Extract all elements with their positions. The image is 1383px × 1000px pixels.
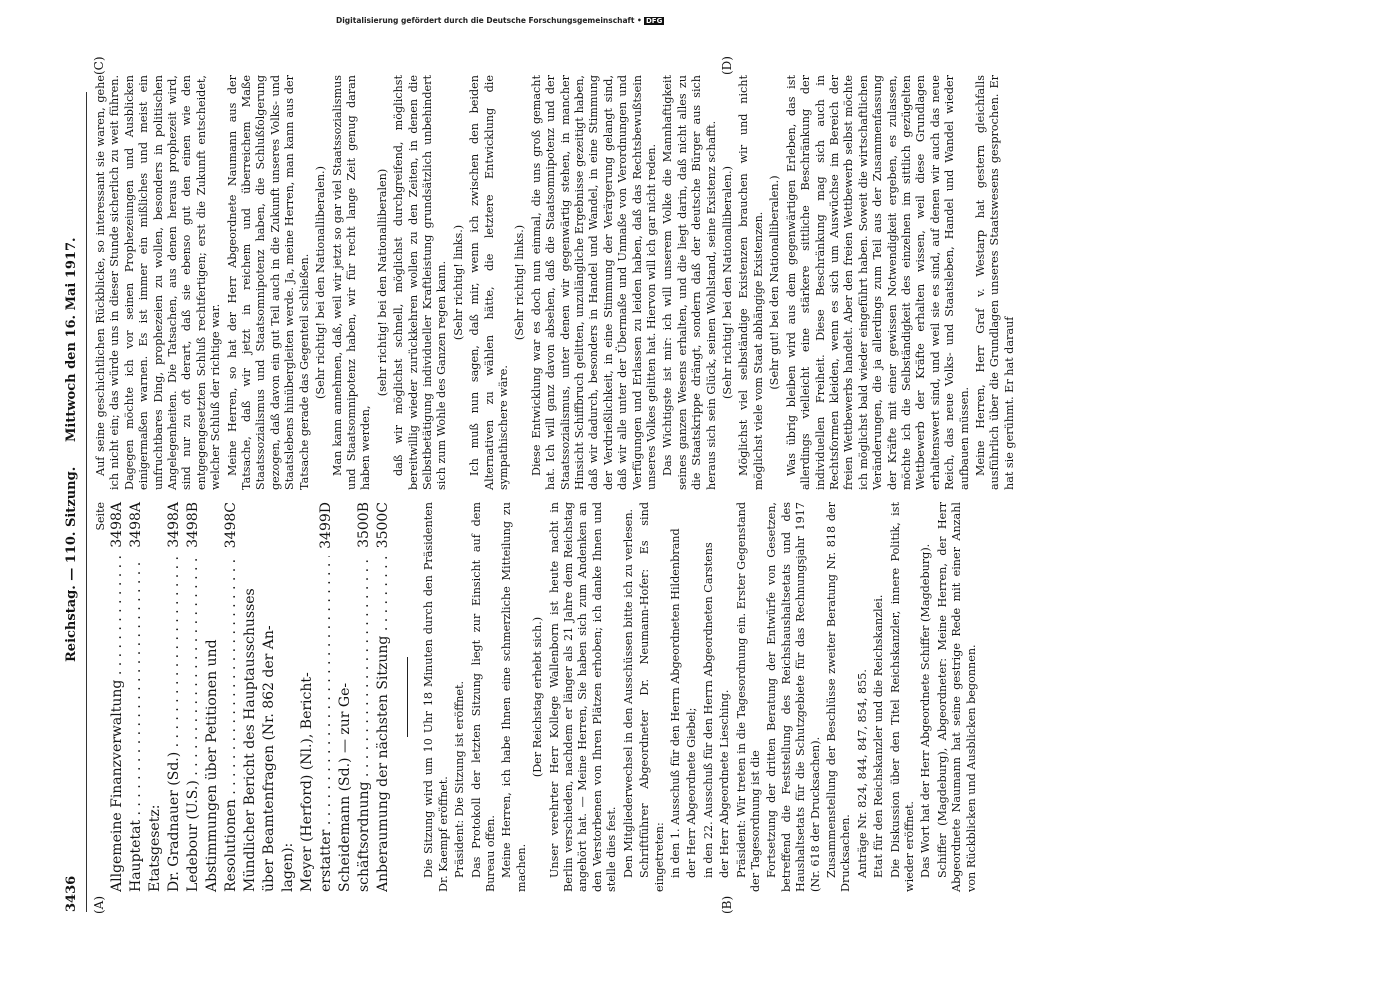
toc-label: Allgemeine Finanzverwaltung . . . bbox=[108, 556, 127, 892]
margin-mark-b: (B) bbox=[720, 895, 734, 914]
paragraph: Meine Herren, Herr Graf v. Westarp hat gestern gleichfalls ausführlich über die Grundlagen unseres Staatswesens gesprochen. Er hat sie gerühmt. Er hat darauf bbox=[973, 75, 1016, 490]
table-of-contents bbox=[108, 502, 393, 892]
margin-mark-a: (A) bbox=[92, 895, 106, 914]
paragraph: Diese Entwicklung war es doch nun einmal, die uns groß gemacht hat. Ich will ganz davon absehen, daß die Staatsomnipotenz und der Staatssozialismus, unter denen wir gegenwärtig stehen, in mancher Hinsicht Schiffbruch gelitten, unzulängliche Ergebnisse gezeitigt haben, daß wir dadurch, besonders in Handel und Wandel, in eine Stimmung der Verdrießlichkeit, in eine Stimmung der Verärgerung gelangt sind, daß wir alle unter der Übermaße und Unmaße von Verordnungen und Verfügungen und Erlassen zu leiden haben, daß das Rechtsbewußtsein unseres Volkes gelitten hat. Hiervon will ich gar nicht reden. bbox=[529, 75, 659, 490]
paragraph: Das Protokoll der letzten Sitzung liegt zur Einsicht auf dem Bureau offen. bbox=[469, 502, 498, 892]
toc-page: 3500C bbox=[375, 502, 392, 549]
paragraph: Präsident: Die Sitzung ist eröffnet. bbox=[453, 680, 467, 878]
toc-row bbox=[279, 502, 298, 892]
paragraph: (sehr richtig! bei den Nationalliberalen) bbox=[375, 168, 389, 397]
paragraph: (Sehr richtig! links.) bbox=[513, 224, 527, 341]
paragraph: daß wir möglichst schnell, möglichst durchgreifend, möglichst bereitwillig wieder zurückkehren wollen zu den Zeiten, in denen die Selbstbetätigung individueller Kraftleistung grundsätzlich unbehindert sich zum Wohle des Ganzen regen kann. bbox=[392, 75, 449, 490]
toc-label: lagen): bbox=[280, 842, 297, 892]
toc-row bbox=[317, 502, 336, 892]
paragraph: Präsident: Wir treten in die Tagesordnung ein. Erster Gegenstand der Tagesordnung ist die bbox=[734, 502, 762, 892]
toc-page: 3498A bbox=[128, 502, 145, 548]
paragraph: Meine Herren, ich habe Ihnen eine schmerzliche Mitteilung zu machen. bbox=[500, 502, 528, 892]
toc-row bbox=[165, 502, 184, 892]
paragraph: (Sehr richtig! bei den Nationalliberalen.) bbox=[314, 166, 328, 399]
paragraph: Unser verehrter Herr Kollege Wallenborn ist heute nacht in Berlin verschieden, nachdem er länger als 21 Jahre dem Reichstag angehört hat. — Meine Herren, Sie haben sich zum Andenken an den Verstorbenen von Ihren Plätzen erhoben; ich danke Ihnen und stelle dies fest. bbox=[547, 502, 619, 892]
page-header bbox=[62, 92, 87, 912]
toc-label: Ledebour (U.S.) . . . bbox=[184, 556, 203, 892]
toc-row bbox=[146, 502, 165, 892]
paragraph: in den 1. Ausschuß für den Herrn Abgeordneten Hildenbrand bbox=[668, 528, 682, 878]
toc-row bbox=[108, 502, 127, 892]
paragraph: (Der Reichstag erhebt sich.) bbox=[531, 616, 545, 778]
paragraph: Ich muß nun sagen, daß mir, wenn ich zwischen den beiden Alternativen zu wählen hätte, die letztere Entwicklung die sympathischere wäre. bbox=[468, 75, 510, 490]
paragraph: Den Mitgliederwechsel in den Ausschüssen bitte ich zu verlesen. bbox=[621, 508, 635, 878]
left-body-text bbox=[422, 502, 979, 892]
paragraph: Schiffer (Magdeburg), Abgeordneter: Meine Herren, der Herr Abgeordnete Naumann hat seine gestrige Rede mit einer Anzahl von Rückblicken und Ausblicken begonnen. bbox=[935, 502, 978, 892]
toc-row bbox=[298, 502, 317, 892]
toc-label: Etatsgesetz: bbox=[147, 804, 164, 892]
paragraph: Die Diskussion über den Titel Reichskanzler, innere Politik, ist wieder eröffnet. bbox=[888, 502, 916, 892]
toc-label: über Beamtenfragen (Nr. 862 der An- bbox=[261, 625, 278, 892]
session-date: Mittwoch den 16. Mai 1917. bbox=[64, 237, 79, 442]
margin-mark-d: (D) bbox=[720, 56, 734, 75]
left-column bbox=[94, 502, 981, 892]
section-divider bbox=[407, 657, 408, 737]
toc-row bbox=[127, 502, 146, 892]
paragraph: Das Wichtigste ist mir: ich will unserem Volke die Mannhaftigkeit seines ganzen Wesens erhalten, und die liegt darin, daß nicht alles zu die Staatskrippe drängt, sondern daß der deutsche Bürger aus sich heraus sich sein Glück, seinen Wohlstand, seine Existenz schafft. bbox=[661, 75, 718, 490]
session-title: Reichstag. — 110. Sitzung. bbox=[64, 466, 79, 662]
sidebar-credit: Digitalisierung gefördert durch die Deutsche Forschungsgemeinschaft • bbox=[335, 16, 642, 25]
toc-page: 3499D bbox=[318, 502, 335, 549]
paragraph: Meine Herren, so hat der Herr Abgeordnete Naumann aus der Tatsache, daß wir jetzt in reichem und überreichem Maße Staatssozialismus und Staatsomnipotenz haben, die Schlußfolgerung gezogen, daß davon ein gut Teil auch in die Zukunft unseres Volks- und Staatslebens hinübergleiten werde. Ja, meine Herren, man kann aus der Tatsache gerade das Gegenteil schließen. bbox=[225, 75, 311, 490]
paragraph: Schriftführer Abgeordneter Dr. Neumann-Hofer: Es sind eingetreten: bbox=[638, 502, 666, 892]
paragraph: der Herr Abgeordnete Giebel; bbox=[685, 707, 699, 878]
paragraph: Möglichst viel selbständige Existenzen brauchen wir und nicht möglichst viele vom Staat abhängige Existenzen. bbox=[737, 75, 765, 490]
toc-label: Dr. Gradnauer (Sd.) . . . bbox=[165, 556, 184, 892]
paragraph: Fortsetzung der dritten Beratung der Entwürfe von Gesetzen, betreffend die Feststellung des Reichshaushaltsetats und des Haushaltsetats für die Schutzgebiete für das Rechnungsjahr 1917 (Nr. 618 der Drucksachen). bbox=[765, 502, 822, 892]
margin-mark-c: (C) bbox=[92, 56, 106, 75]
paragraph: (Sehr richtig! links.) bbox=[451, 224, 465, 341]
toc-row bbox=[203, 502, 222, 892]
toc-label: Scheidemann (Sd.) — zur Ge- bbox=[337, 682, 354, 892]
paragraph: Zusammenstellung der Beschlüsse zweiter Beratung Nr. 818 der Drucksachen. bbox=[824, 502, 853, 892]
toc-label: Meyer (Herford) (Nl.), Bericht- bbox=[299, 672, 316, 892]
paragraph: Das Wort hat der Herr Abgeordnete Schiffer (Magdeburg). bbox=[919, 543, 933, 878]
paragraph: Anträge Nr. 824, 844, 847, 854, 855. bbox=[855, 669, 869, 878]
toc-page: 3500B bbox=[356, 502, 373, 548]
paragraph: Man kann annehmen, daß, weil wir jetzt so gar viel Staatssozialismus und Staatsomnipotenz haben, wir für recht lange Zeit genug daran haben werden, bbox=[330, 75, 373, 490]
paragraph: in den 22. Ausschuß für den Herrn Abgeordneten Carstens bbox=[701, 542, 715, 878]
toc-page: 3498A bbox=[109, 502, 126, 548]
toc-label: schäftsordnung . . . bbox=[355, 556, 374, 892]
paragraph: Etat für den Reichskanzler und die Reichskanzlei. bbox=[872, 594, 886, 878]
toc-label: Abstimmungen über Petitionen und bbox=[204, 639, 221, 892]
toc-label: Anberaumung der nächsten Sitzung . . . bbox=[374, 556, 393, 892]
toc-seite-label: Seite bbox=[94, 502, 107, 531]
toc-page: 3498A bbox=[166, 502, 183, 548]
toc-label: erstatter . . . bbox=[317, 556, 336, 892]
paragraph: (Sehr gut! bei den Nationalliberalen.) bbox=[768, 175, 782, 390]
paragraph: Auf seine geschichtlichen Rückblicke, so interessant sie waren, gehe ich nicht ein; das würde uns in dieser Stunde sicherlich zu weit führen. Dagegen möchte ich vor seinen Prophezeiungen und Ausblicken einigermaßen warnen. Es ist immer ein mißliches und meist ein unfruchtbares Ding, prophezeien zu wollen, besonders in politischen Angelegenheiten. Die Tatsachen, aus denen heraus prophezeit wird, sind nur zu oft derart, daß sie ebenso gut den einen wie den entgegengesetzten Schluß rechtfertigen; erst die Zukunft entscheidet, welcher Schluß der richtige war. bbox=[94, 75, 223, 490]
toc-row bbox=[184, 502, 203, 892]
right-column bbox=[94, 75, 1019, 490]
toc-row bbox=[222, 502, 241, 892]
toc-label: Resolutionen . . . bbox=[222, 556, 241, 892]
toc-page: 3498B bbox=[185, 502, 202, 548]
toc-label: Mündlicher Bericht des Hauptausschusses bbox=[242, 588, 259, 892]
right-body-text bbox=[94, 75, 1017, 490]
toc-row bbox=[336, 502, 355, 892]
paragraph: Die Sitzung wird um 10 Uhr 18 Minuten durch den Präsidenten Dr. Kaempf eröffnet. bbox=[422, 502, 450, 892]
digitization-sidebar bbox=[0, 6, 1000, 36]
toc-row bbox=[374, 502, 393, 892]
toc-label: Hauptetat . . . bbox=[127, 556, 146, 892]
toc-row bbox=[355, 502, 374, 892]
toc-page: 3498C bbox=[223, 502, 240, 549]
page-number: 3436 bbox=[64, 875, 79, 912]
paragraph: Was übrig bleiben wird aus dem gegenwärtigen Erleben, das ist allerdings vielleicht eine stärkere sittliche Beschränkung der individuellen Freiheit. Diese Beschränkung mag sich auch in Rechtsformen kleiden, wenn es sich um Auswüchse im Bereich der freien Wettbewerbs handelt. Aber den freien Wettbewerb selbst möchte ich möglichst bald wieder eingeführt haben. Soweit die wirtschaftlichen Veränderungen, die ja allerdings zum Teil aus der Zusammenfassung der Kräfte mit einer gewissen Notwendigkeit ergeben, es zulassen, möchte ich die Selbständigkeit des einzelnen im sittlich gezügelten Wettbewerb der Kräfte erhalten wissen, weil diese Grundlagen erhaltenswert sind, und weil sie es sind, auf denen wir auch das neue Reich, das neue Volks- und Staatsleben, Handel und Wandel wieder aufbauen müssen. bbox=[784, 75, 971, 490]
toc-row bbox=[241, 502, 260, 892]
toc-row bbox=[260, 502, 279, 892]
paragraph: (Sehr richtig! bei den Nationalliberalen.) bbox=[721, 166, 735, 399]
dfg-logo-badge: DFG bbox=[646, 17, 663, 25]
paragraph: der Herr Abgeordnete Liesching. bbox=[718, 689, 732, 878]
